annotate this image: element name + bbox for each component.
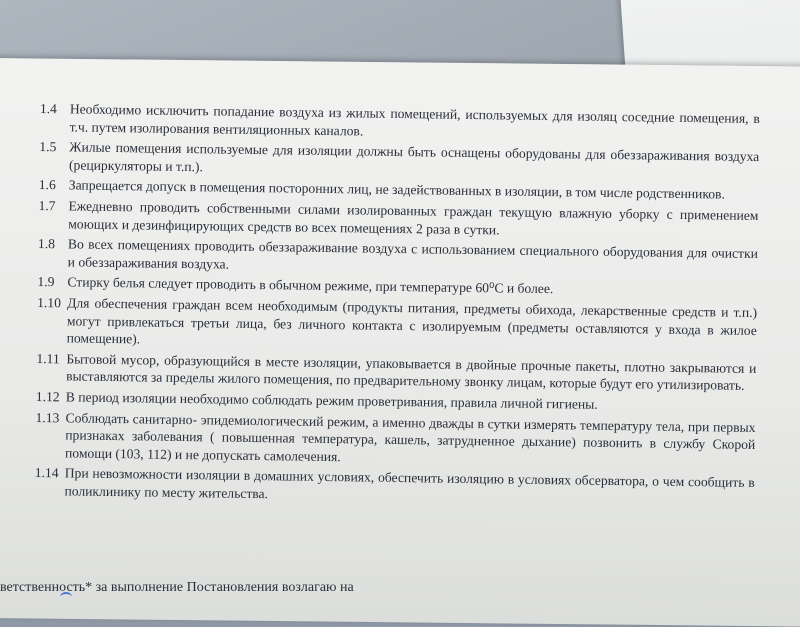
item-text: Запрещается допуск в помещения посторонних лиц, не задействованных в изоляции, в том числе родственников. bbox=[68, 177, 726, 202]
item-number: 1.8 bbox=[37, 236, 56, 252]
list-item bbox=[38, 197, 758, 242]
list-item bbox=[36, 350, 756, 395]
list-item bbox=[34, 464, 754, 509]
item-text: В период изоляции необходимо соблюдать режим проветривания, правила личной гигиены. bbox=[65, 389, 598, 412]
footer-line: ветственность* за выполнение Постановления возлагаю на bbox=[0, 580, 354, 595]
item-text: Ежедневно проводить собственными силами изолированных граждан текущую влажную уборку с применением моющих и дезинфицирующих средств во всех помещениях 2 раза в сутки. bbox=[68, 198, 759, 237]
list-item bbox=[38, 235, 758, 280]
item-text: Соблюдать санитарно- эпидемиологический режим, а именно дважды в сутки измерять температуру тела, при первых признаках заболевания ( повышенная температура, кашель, затрудненное дыхание) позвонить в службу Скорой помощи (103, 112) и не допускать самолечения. bbox=[64, 409, 756, 464]
pen-mark bbox=[60, 592, 72, 602]
item-text: Стирку белья следует проводить в обычном режиме, при температуре 60⁰С и более. bbox=[67, 274, 554, 297]
item-number: 1.12 bbox=[35, 388, 60, 405]
item-number: 1.13 bbox=[35, 409, 60, 425]
item-number: 1.5 bbox=[39, 139, 57, 155]
list-item bbox=[37, 294, 758, 357]
item-text: Необходимо исключить попадание воздуха из жилых помещений, используемых для изоляц соседние помещения, в т.ч. путем изолирования вентиляционных каналов. bbox=[69, 101, 760, 139]
item-text: При невозможности изоляции в домашних условиях, обеспечить изоляцию в условиях обсерватора, о чем сообщить в поликлинику по месту жительства. bbox=[64, 465, 755, 502]
item-number: 1.6 bbox=[38, 177, 56, 193]
item-number: 1.14 bbox=[34, 465, 59, 481]
document-body bbox=[34, 100, 760, 512]
item-number: 1.9 bbox=[37, 274, 55, 290]
item-text: Для обеспечения граждан всем необходимым (продукты питания, предметы обихода, лекарственные средств и т.п.) могут привлекаться третьи лица, без личного контакта с изолируемым (предметы оставляются у входа в жилое помещение). bbox=[66, 295, 758, 347]
item-text: Бытовой мусор, образующийся в месте изоляции, упаковывается в двойные прочные пакеты, плотно закрываются и выставляются за пределы жилого помещения, по предварительному звонку лицам, которые будут его утилизировать. bbox=[66, 351, 757, 394]
item-number: 1.11 bbox=[36, 350, 60, 367]
item-number: 1.7 bbox=[38, 197, 56, 214]
list-item bbox=[35, 408, 756, 471]
item-text: Жилые помещения используемые для изоляции должны быть оснащены оборудованы для обеззараживания воздуха (рециркуляторы и т.п.). bbox=[68, 139, 760, 175]
item-number: 1.4 bbox=[39, 100, 57, 117]
item-number: 1.10 bbox=[37, 294, 62, 311]
list-item bbox=[39, 138, 759, 183]
item-text: Во всех помещениях проводить обеззараживание воздуха с использованием специального оборудования для очистки и обеззараживания воздуха. bbox=[67, 236, 759, 272]
